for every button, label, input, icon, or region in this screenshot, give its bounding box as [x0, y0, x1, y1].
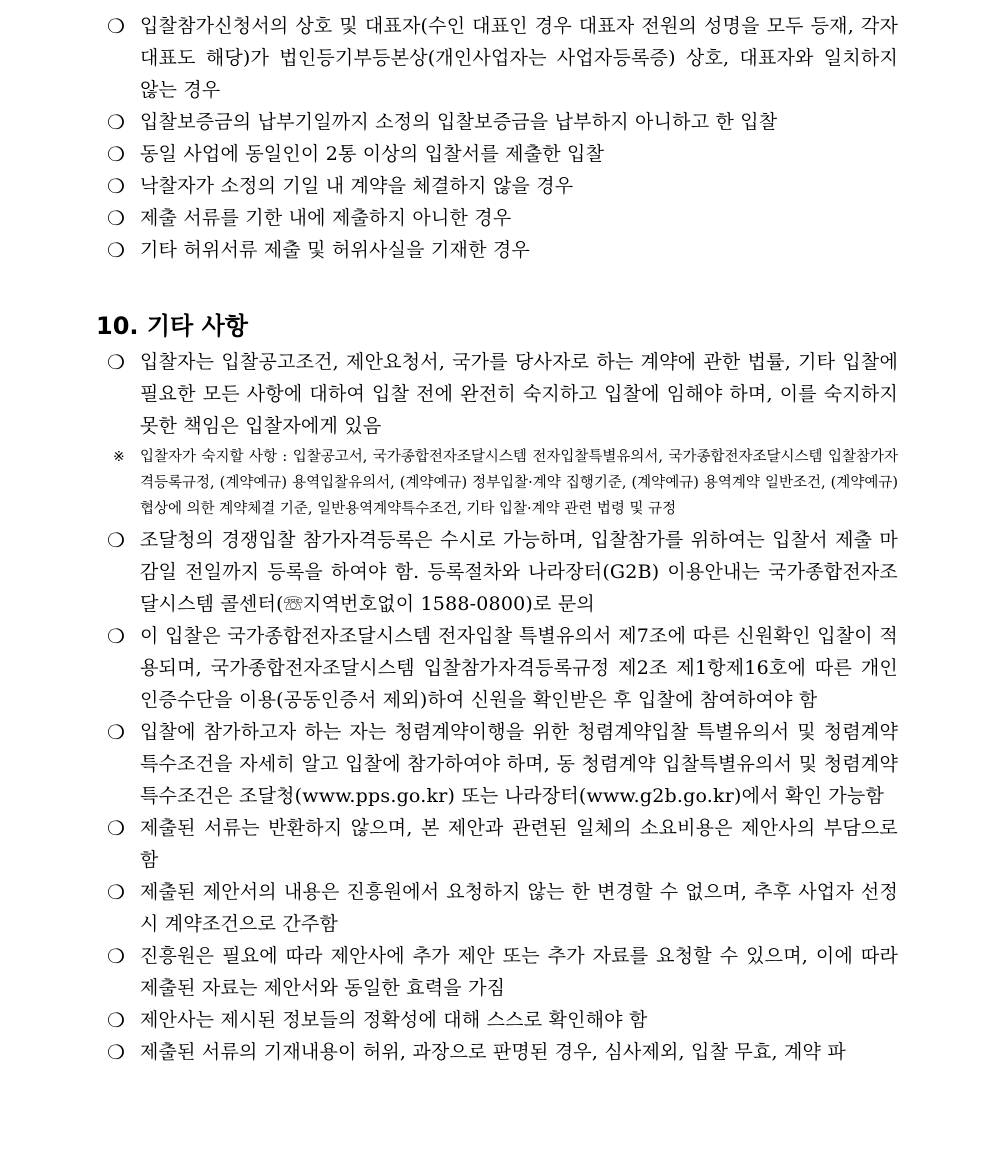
- circle-bullet-icon: ❍: [107, 944, 126, 968]
- circle-bullet-icon: ❍: [107, 528, 126, 552]
- list-item: ❍ 동일 사업에 동일인이 2통 이상의 입찰서를 제출한 입찰: [0, 138, 992, 170]
- list-item: ❍ 제출된 서류의 기재내용이 허위, 과장으로 판명된 경우, 심사제외, 입찰 무효, 계약 파: [0, 1036, 992, 1068]
- list-item: ❍ 제안사는 제시된 정보들의 정확성에 대해 스스로 확인해야 함: [0, 1004, 992, 1036]
- section-title: 기타 사항: [146, 312, 248, 340]
- list-item: ❍ 이 입찰은 국가종합전자조달시스템 전자입찰 특별유의서 제7조에 따른 신원확인 입찰이 적용되며, 국가종합전자조달시스템 입찰참가자격등록규정 제2조 제1항제16호에 따른 개인인증수단을 이용(공동인증서 제외)하여 신원을 확인받은 후 입찰에 참여하여야 함: [0, 620, 992, 716]
- circle-bullet-icon: ❍: [107, 880, 126, 904]
- section-heading: [96, 309, 248, 343]
- list-item: ❍ 입찰자는 입찰공고조건, 제안요청서, 국가를 당사자로 하는 계약에 관한 법률, 기타 입찰에 필요한 모든 사항에 대하여 입찰 전에 완전히 숙지하고 입찰에 임해야 하며, 이를 숙지하지 못한 책임은 입찰자에게 있음: [0, 346, 992, 442]
- circle-bullet-icon: ❍: [107, 720, 126, 744]
- note-block: ※ 입찰자가 숙지할 사항 : 입찰공고서, 국가종합전자조달시스템 전자입찰특별유의서, 국가종합전자조달시스템 입찰참가자격등록규정, (계약예규) 용역입찰유의서, (계약예규) 정부입찰·계약 집행기준, (계약예규) 용역계약 일반조건, (계약예규) 협상에 의한 계약체결 기준, 일반용역계약특수조건, 기타 입찰·계약 관련 법령 및 규정: [0, 444, 992, 522]
- section-number: 10.: [96, 312, 139, 340]
- reference-mark-icon: ※: [113, 449, 125, 465]
- list-item: ❍ 제출된 제안서의 내용은 진흥원에서 요청하지 않는 한 변경할 수 없으며, 추후 사업자 선정 시 계약조건으로 간주함: [0, 876, 992, 940]
- list-item: ❍ 입찰참가신청서의 상호 및 대표자(수인 대표인 경우 대표자 전원의 성명을 모두 등재, 각자 대표도 해당)가 법인등기부등본상(개인사업자는 사업자등록증) 상호, 대표자와 일치하지 않는 경우: [0, 10, 992, 106]
- circle-bullet-icon: ❍: [107, 110, 126, 134]
- circle-bullet-icon: ❍: [107, 350, 126, 374]
- list-item: ❍ 기타 허위서류 제출 및 허위사실을 기재한 경우: [0, 234, 992, 266]
- list-item: ❍ 입찰보증금의 납부기일까지 소정의 입찰보증금을 납부하지 아니하고 한 입찰: [0, 106, 992, 138]
- circle-bullet-icon: ❍: [107, 1008, 126, 1032]
- list-item: ❍ 제출 서류를 기한 내에 제출하지 아니한 경우: [0, 202, 992, 234]
- circle-bullet-icon: ❍: [107, 624, 126, 648]
- list-item: ❍ 진흥원은 필요에 따라 제안사에 추가 제안 또는 추가 자료를 요청할 수 있으며, 이에 따라 제출된 자료는 제안서와 동일한 효력을 가짐: [0, 940, 992, 1004]
- list-item: ❍ 낙찰자가 소정의 기일 내 계약을 체결하지 않을 경우: [0, 170, 992, 202]
- section-list: [0, 346, 992, 1068]
- circle-bullet-icon: ❍: [107, 142, 126, 166]
- circle-bullet-icon: ❍: [107, 206, 126, 230]
- circle-bullet-icon: ❍: [107, 816, 126, 840]
- circle-bullet-icon: ❍: [107, 174, 126, 198]
- list-item: ❍ 입찰에 참가하고자 하는 자는 청렴계약이행을 위한 청렴계약입찰 특별유의서 및 청렴계약 특수조건을 자세히 알고 입찰에 참가하여야 하며, 동 청렴계약 입찰특별유의서 및 청렴계약 특수조건은 조달청(www.pps.go.kr) 또는 나라장터(www.g2b.go.kr)에서 확인 가능함: [0, 716, 992, 812]
- circle-bullet-icon: ❍: [107, 14, 126, 38]
- circle-bullet-icon: ❍: [107, 238, 126, 262]
- disqualification-list: [0, 10, 992, 266]
- circle-bullet-icon: ❍: [107, 1040, 126, 1064]
- list-item: ❍ 조달청의 경쟁입찰 참가자격등록은 수시로 가능하며, 입찰참가를 위하여는 입찰서 제출 마감일 전일까지 등록을 하여야 함. 등록절차와 나라장터(G2B) 이용안내는 국가종합전자조달시스템 콜센터(☏지역번호없이 1588-0800)로 문의: [0, 524, 992, 620]
- list-item: ❍ 제출된 서류는 반환하지 않으며, 본 제안과 관련된 일체의 소요비용은 제안사의 부담으로 함: [0, 812, 992, 876]
